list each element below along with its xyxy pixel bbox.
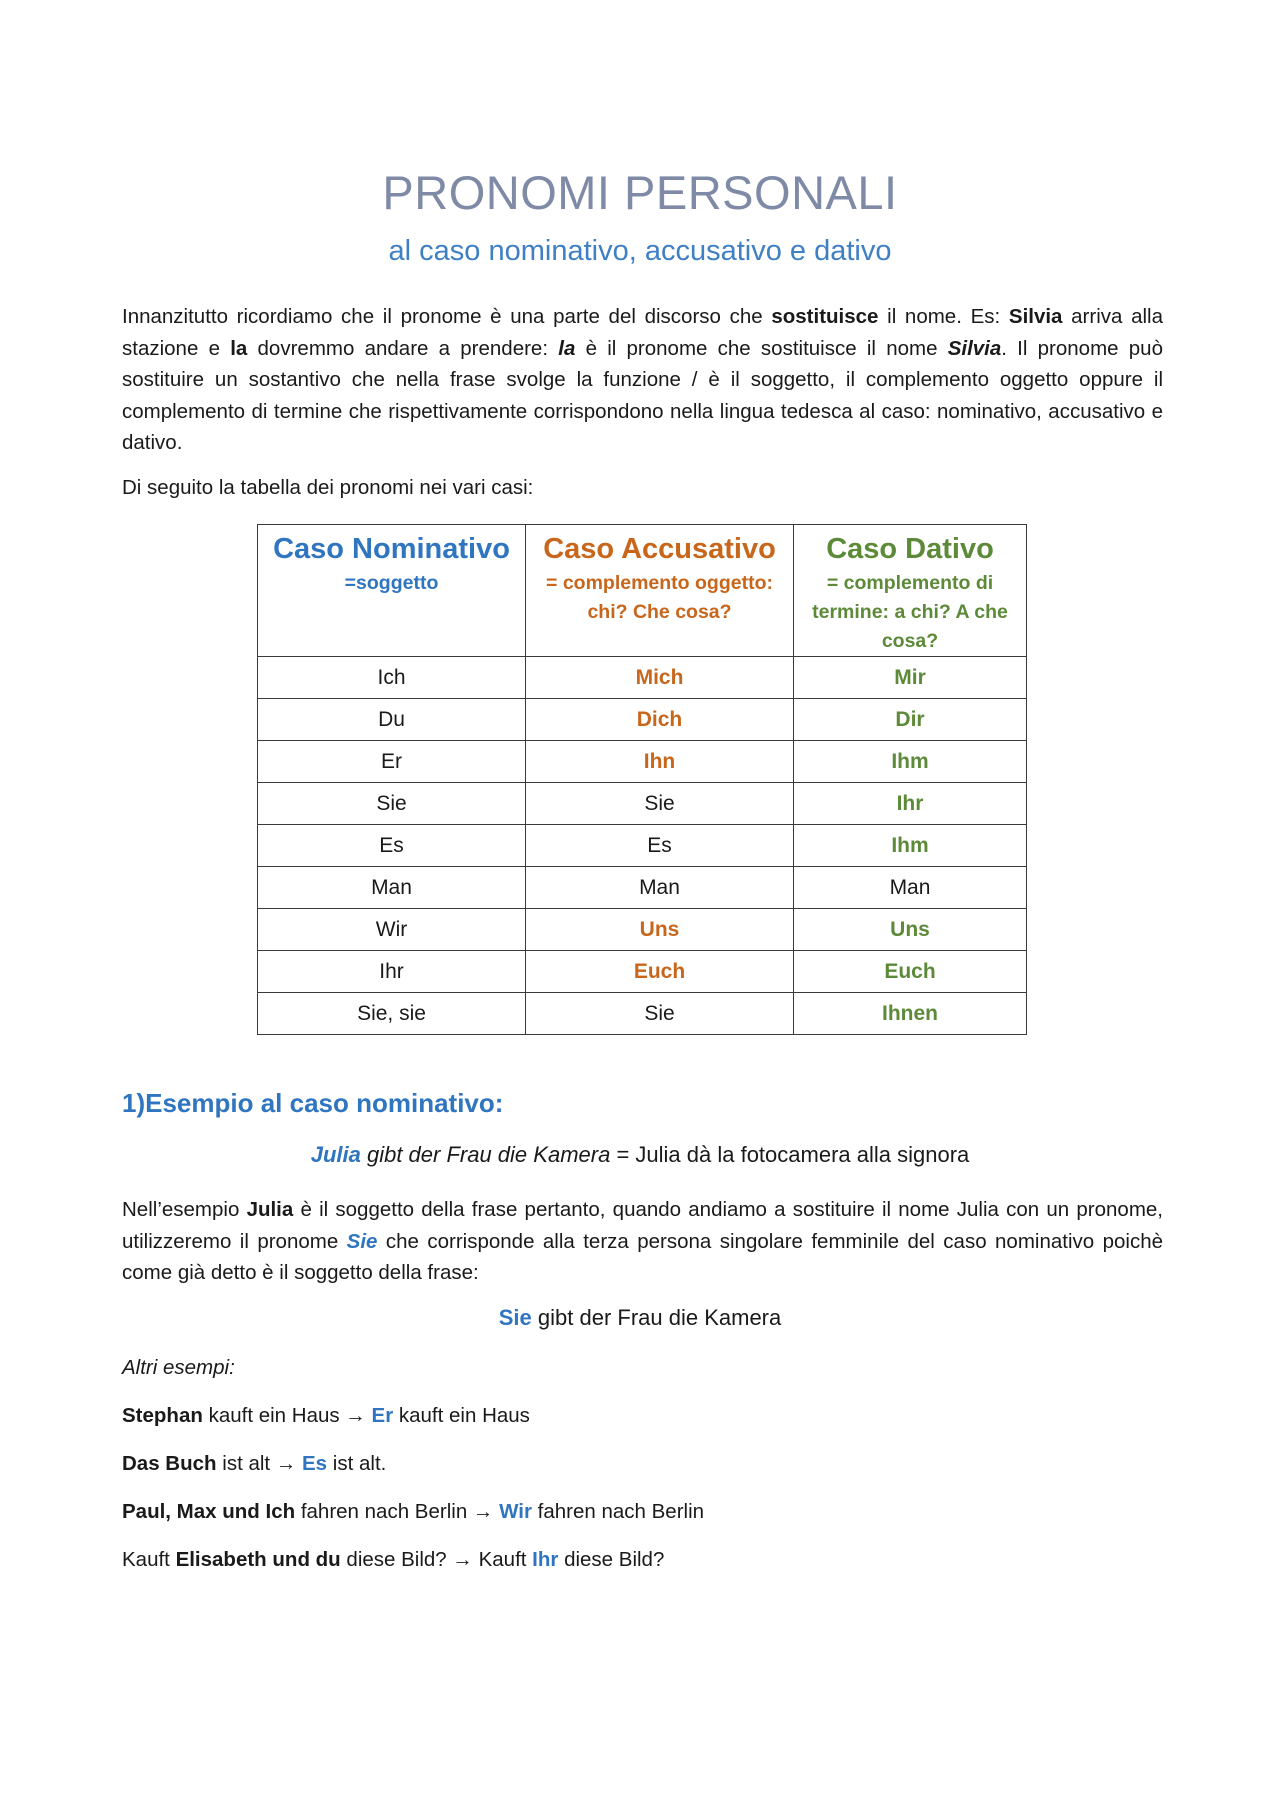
table-row: Ich Mich Mir xyxy=(258,657,1027,699)
header-dativo: Caso Dativo = complemento di termine: a chi? A che cosa? xyxy=(794,525,1027,657)
table-row: Er Ihn Ihm xyxy=(258,741,1027,783)
arrow-icon: → xyxy=(472,1500,494,1523)
example-line: Kauft Elisabeth und du diese Bild? → Kauft Ihr diese Bild? xyxy=(122,1548,665,1571)
table-row: Sie, sie Sie Ihnen xyxy=(258,993,1027,1035)
arrow-icon: → xyxy=(345,1404,366,1427)
example-sentence: Julia gibt der Frau die Kamera = Julia dà la fotocamera alla signora xyxy=(310,1142,970,1167)
example-line: Stephan kauft ein Haus → Er kauft ein Haus xyxy=(122,1404,530,1427)
table-row: Wir Uns Uns xyxy=(258,909,1027,951)
arrow-icon: → xyxy=(452,1548,473,1571)
table-row: Ihr Euch Euch xyxy=(258,951,1027,993)
header-accusativo: Caso Accusativo = complemento oggetto: chi? Che cosa? xyxy=(526,525,794,657)
page-title: PRONOMI PERSONALI xyxy=(382,166,898,219)
intro-paragraph: Innanzitutto ricordiamo che il pronome è una parte del discorso che sostituisce il nome. Es: Silvia arriva alla stazione e la dovremmo andare a prendere: la è il pronome che sostituisce il nome Silvia. Il pronome può sostituire un sostantivo che nella frase svolge la funzione / è il soggetto, il complemento oggetto oppure il complemento di termine che rispettivamente corrispondono nella lingua tedesca al caso: nominativo, accusativo e dativo. xyxy=(122,305,1163,454)
example-line: Paul, Max und Ich fahren nach Berlin → Wir fahren nach Berlin xyxy=(122,1500,705,1523)
example-sentence-pronoun: Sie gibt der Frau die Kamera xyxy=(498,1305,782,1330)
pronoun-table xyxy=(257,524,1027,1035)
header-nominativo: Caso Nominativo =soggetto xyxy=(258,525,526,657)
table-row: Sie Sie Ihr xyxy=(258,783,1027,825)
example-line: Das Buch ist alt → Es ist alt. xyxy=(122,1452,387,1475)
table-row: Du Dich Dir xyxy=(258,699,1027,741)
table-row: Es Es Ihm xyxy=(258,825,1027,867)
table-row: Man Man Man xyxy=(258,867,1027,909)
arrow-icon: → xyxy=(275,1452,297,1475)
page-subtitle: al caso nominativo, accusativo e dativo xyxy=(388,235,892,267)
explanation-paragraph: Nell’esempio Julia è il soggetto della frase pertanto, quando andiamo a sostituire il nome Julia con un pronome, utilizzeremo il pronome Sie che corrisponde alla terza persona singolare femminile del caso nominativo poichè come già detto è il soggetto della frase: xyxy=(122,1198,1163,1284)
table-header-row xyxy=(258,525,1027,657)
other-examples-label: Altri esempi: xyxy=(122,1356,235,1379)
section-heading: 1)Esempio al caso nominativo: xyxy=(122,1088,504,1118)
table-lead: Di seguito la tabella dei pronomi nei vari casi: xyxy=(122,476,534,499)
